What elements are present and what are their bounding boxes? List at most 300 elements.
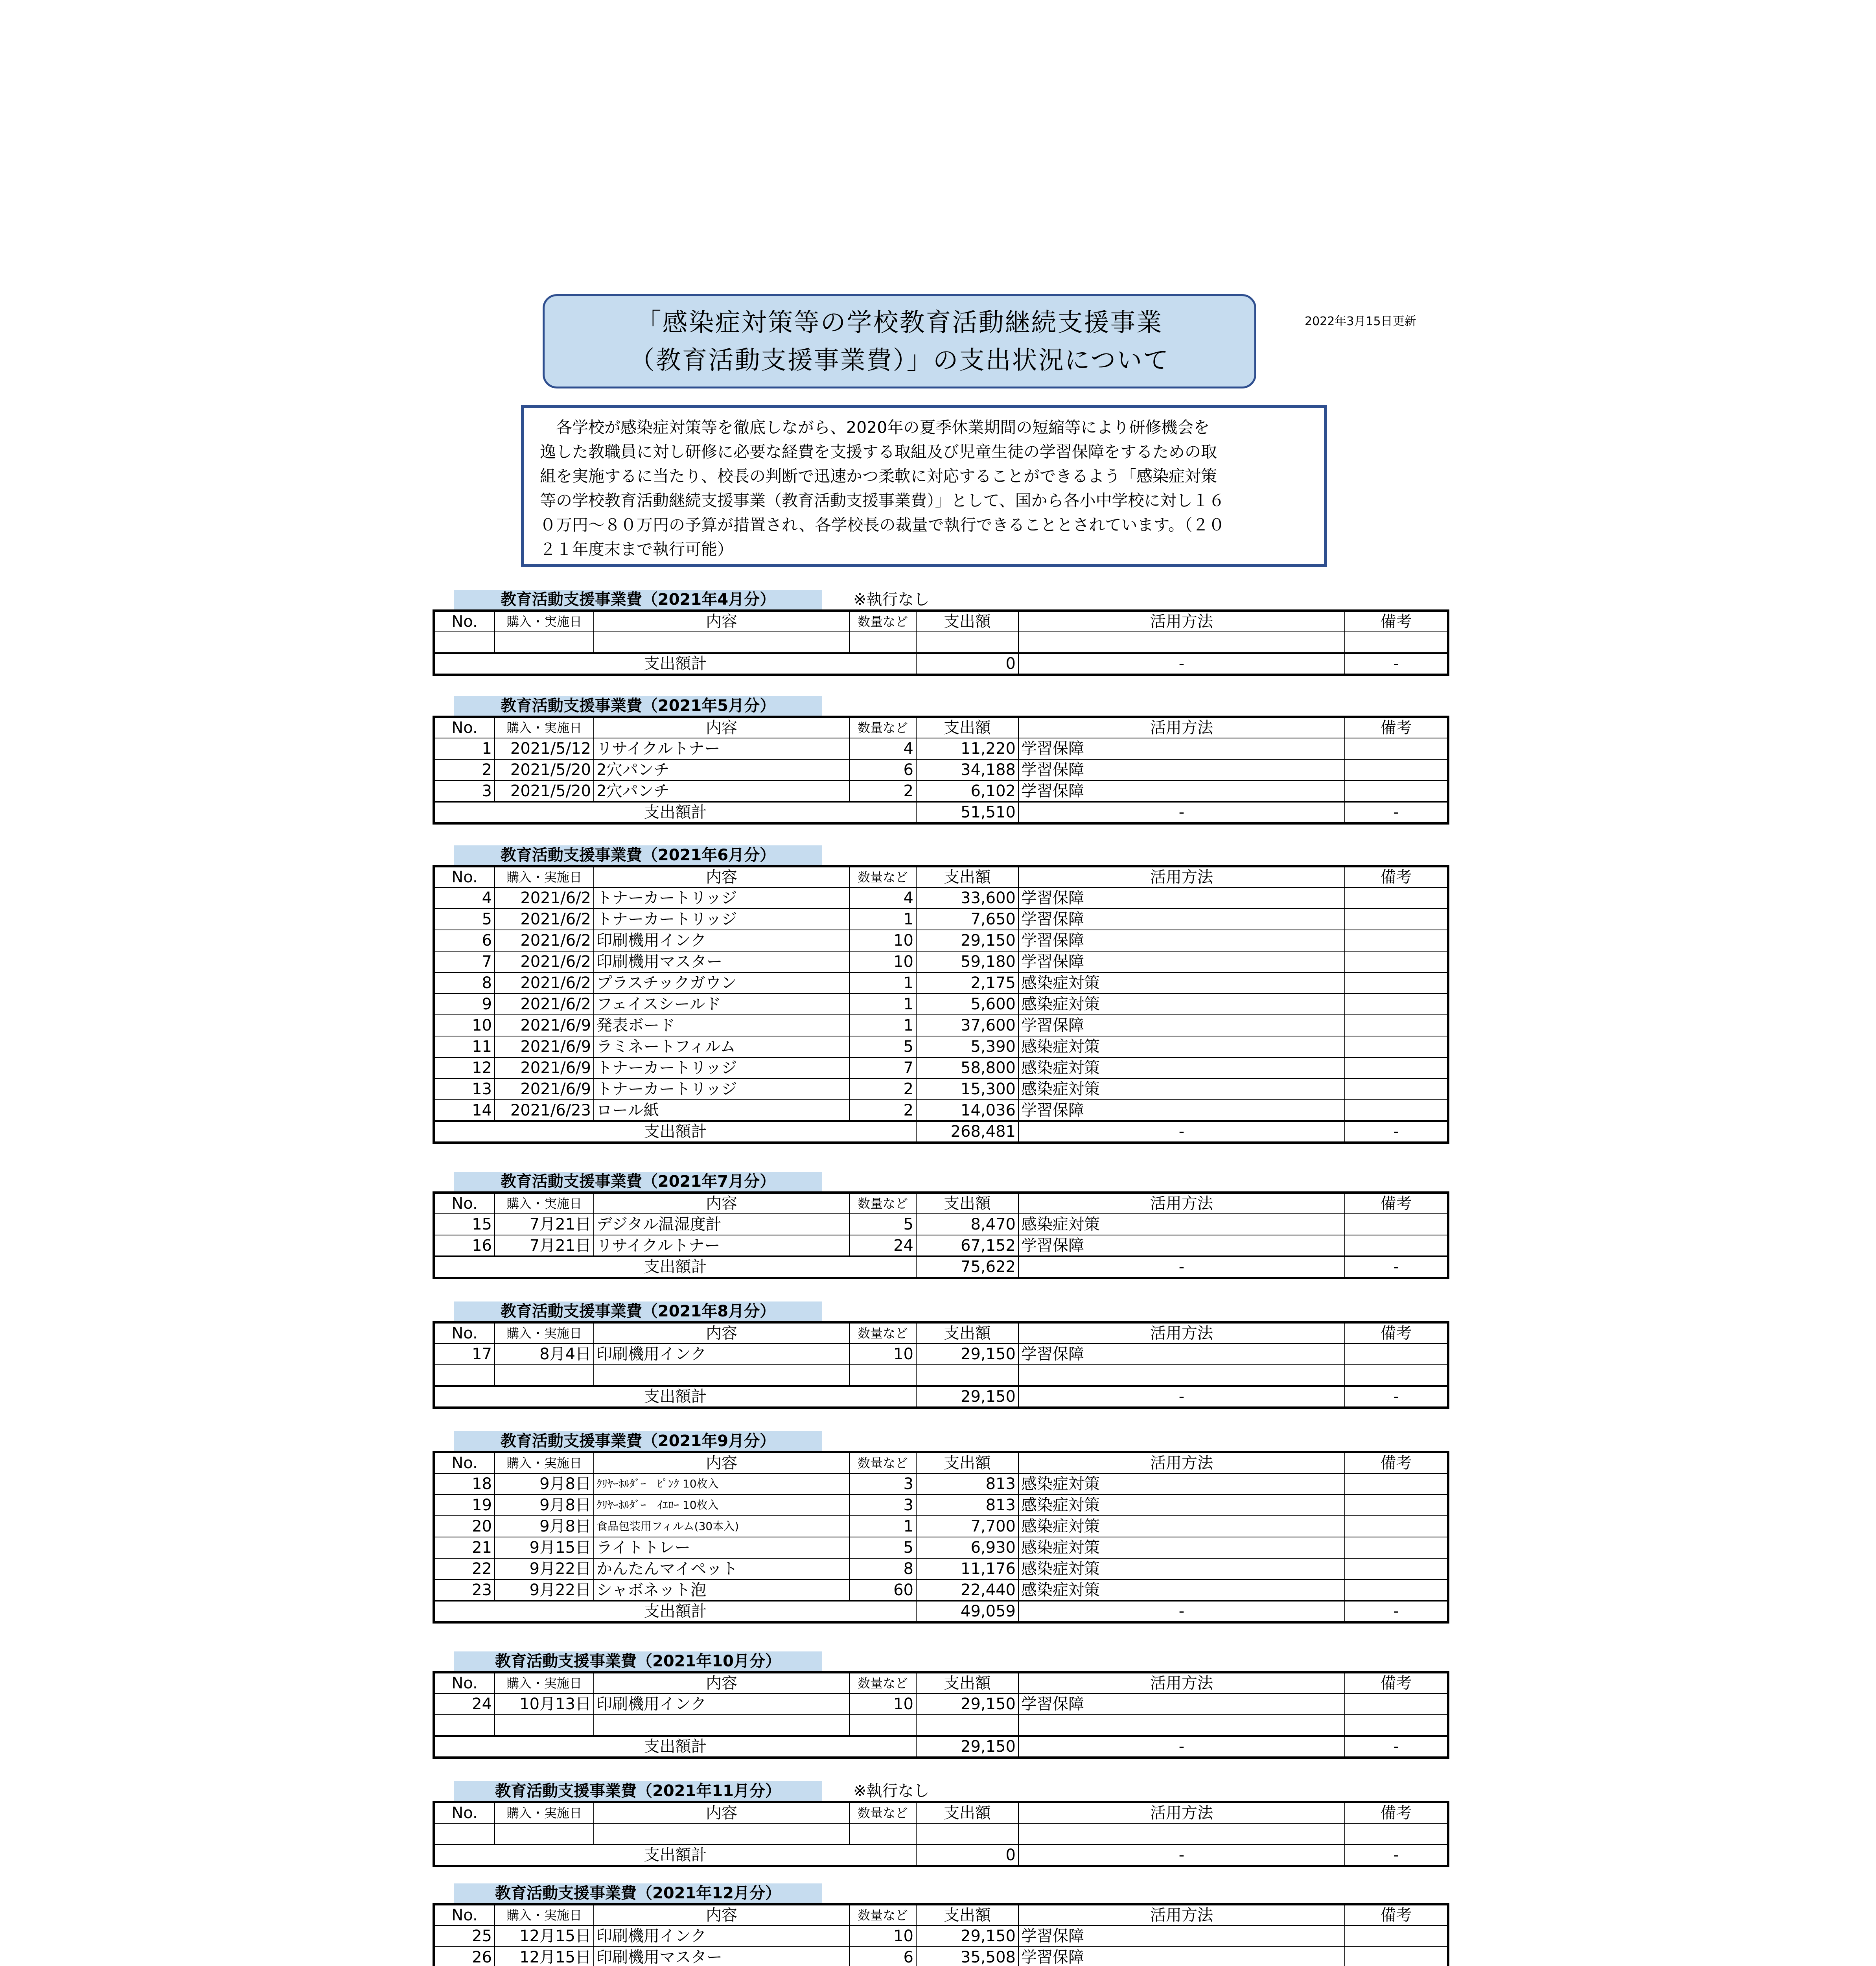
total-remarks-dash: - bbox=[1345, 1736, 1448, 1758]
cell-remarks bbox=[1345, 1947, 1448, 1966]
cell-method: 感染症対策 bbox=[1018, 994, 1345, 1015]
cell-qty bbox=[849, 1365, 916, 1386]
cell-method bbox=[1018, 1715, 1345, 1736]
table-row bbox=[434, 1079, 1448, 1100]
column-header-no: No. bbox=[434, 1904, 495, 1926]
cell-amount: 8,470 bbox=[916, 1214, 1018, 1235]
cell-amount: 2,175 bbox=[916, 972, 1018, 994]
column-header-content: 内容 bbox=[594, 866, 849, 887]
section-title: 教育活動支援事業費（2021年4月分） bbox=[454, 590, 822, 609]
cell-content: ラミネートフィルム bbox=[594, 1036, 849, 1057]
cell-qty: 1 bbox=[849, 994, 916, 1015]
expense-section bbox=[433, 845, 1447, 1144]
cell-content: プラスチックガウン bbox=[594, 972, 849, 994]
total-amount: 0 bbox=[916, 653, 1018, 675]
cell-amount: 5,600 bbox=[916, 994, 1018, 1015]
update-date: 2022年3月15日更新 bbox=[1305, 315, 1416, 328]
cell-no: 6 bbox=[434, 930, 495, 951]
column-header-date: 購入・実施日 bbox=[495, 866, 594, 887]
total-method-dash: - bbox=[1018, 1121, 1345, 1143]
section-header bbox=[433, 590, 1447, 609]
cell-remarks bbox=[1345, 951, 1448, 972]
section-header bbox=[433, 1301, 1447, 1321]
total-row bbox=[434, 1736, 1448, 1758]
column-header-remarks: 備考 bbox=[1345, 1904, 1448, 1926]
cell-method: 感染症対策 bbox=[1018, 1579, 1345, 1601]
cell-method: 学習保障 bbox=[1018, 738, 1345, 759]
column-header-amount: 支出額 bbox=[916, 1193, 1018, 1214]
cell-content: 印刷機用インク bbox=[594, 1344, 849, 1365]
cell-amount: 14,036 bbox=[916, 1100, 1018, 1121]
cell-no: 18 bbox=[434, 1473, 495, 1495]
cell-method: 感染症対策 bbox=[1018, 1473, 1345, 1495]
column-header-content: 内容 bbox=[594, 717, 849, 738]
table-row bbox=[434, 1473, 1448, 1495]
cell-no: 7 bbox=[434, 951, 495, 972]
column-header-amount: 支出額 bbox=[916, 1322, 1018, 1344]
cell-no: 19 bbox=[434, 1495, 495, 1516]
intro-box bbox=[521, 405, 1327, 567]
expense-section bbox=[433, 1883, 1447, 1966]
cell-content: ロール紙 bbox=[594, 1100, 849, 1121]
table-row bbox=[434, 1926, 1448, 1947]
cell-date: 9月8日 bbox=[495, 1516, 594, 1537]
title-box bbox=[543, 294, 1256, 388]
cell-date: 2021/6/2 bbox=[495, 951, 594, 972]
cell-qty: 1 bbox=[849, 972, 916, 994]
cell-qty: 1 bbox=[849, 1516, 916, 1537]
table-cell bbox=[434, 632, 495, 653]
column-header-remarks: 備考 bbox=[1345, 866, 1448, 887]
cell-amount: 59,180 bbox=[916, 951, 1018, 972]
column-header-qty: 数量など bbox=[849, 611, 916, 632]
cell-method: 感染症対策 bbox=[1018, 1079, 1345, 1100]
expense-table bbox=[433, 1191, 1449, 1279]
cell-date: 12月15日 bbox=[495, 1947, 594, 1966]
cell-no: 4 bbox=[434, 887, 495, 909]
column-header-method: 活用方法 bbox=[1018, 1322, 1345, 1344]
total-amount: 49,059 bbox=[916, 1601, 1018, 1622]
cell-date: 2021/6/9 bbox=[495, 1079, 594, 1100]
table-row bbox=[434, 1495, 1448, 1516]
table-row bbox=[434, 994, 1448, 1015]
cell-content bbox=[594, 1365, 849, 1386]
table-row bbox=[434, 1036, 1448, 1057]
table-row bbox=[434, 951, 1448, 972]
cell-remarks bbox=[1345, 1495, 1448, 1516]
cell-qty: 24 bbox=[849, 1235, 916, 1256]
cell-method: 学習保障 bbox=[1018, 1694, 1345, 1715]
column-header-no: No. bbox=[434, 1322, 495, 1344]
cell-content: デジタル温湿度計 bbox=[594, 1214, 849, 1235]
cell-content: ｸﾘﾔｰﾎﾙﾀﾞｰ ｲｴﾛｰ 10枚入 bbox=[594, 1495, 849, 1516]
total-remarks-dash: - bbox=[1345, 1386, 1448, 1408]
table-row bbox=[434, 1694, 1448, 1715]
cell-content: 発表ボード bbox=[594, 1015, 849, 1036]
cell-no: 8 bbox=[434, 972, 495, 994]
column-header-remarks: 備考 bbox=[1345, 1322, 1448, 1344]
column-header-method: 活用方法 bbox=[1018, 1193, 1345, 1214]
cell-qty: 10 bbox=[849, 930, 916, 951]
cell-content: トナーカートリッジ bbox=[594, 1079, 849, 1100]
cell-content: シャボネット泡 bbox=[594, 1579, 849, 1601]
table-header-row bbox=[434, 1802, 1448, 1823]
cell-content: 印刷機用マスター bbox=[594, 1947, 849, 1966]
cell-amount: 67,152 bbox=[916, 1235, 1018, 1256]
cell-remarks bbox=[1345, 1694, 1448, 1715]
cell-qty: 6 bbox=[849, 759, 916, 781]
column-header-content: 内容 bbox=[594, 1904, 849, 1926]
cell-amount bbox=[916, 1715, 1018, 1736]
cell-no: 17 bbox=[434, 1344, 495, 1365]
section-title: 教育活動支援事業費（2021年10月分） bbox=[454, 1651, 822, 1671]
cell-content: リサイクルトナー bbox=[594, 738, 849, 759]
cell-qty: 60 bbox=[849, 1579, 916, 1601]
column-header-qty: 数量など bbox=[849, 717, 916, 738]
cell-amount: 29,150 bbox=[916, 1926, 1018, 1947]
column-header-amount: 支出額 bbox=[916, 866, 1018, 887]
cell-remarks bbox=[1345, 1537, 1448, 1558]
total-method-dash: - bbox=[1018, 1845, 1345, 1866]
cell-remarks bbox=[1345, 1214, 1448, 1235]
column-header-qty: 数量など bbox=[849, 1904, 916, 1926]
total-method-dash: - bbox=[1018, 1736, 1345, 1758]
table-row bbox=[434, 1344, 1448, 1365]
cell-no: 9 bbox=[434, 994, 495, 1015]
cell-content: かんたんマイペット bbox=[594, 1558, 849, 1579]
cell-no: 10 bbox=[434, 1015, 495, 1036]
cell-no: 13 bbox=[434, 1079, 495, 1100]
cell-method: 感染症対策 bbox=[1018, 1495, 1345, 1516]
cell-date: 2021/6/2 bbox=[495, 994, 594, 1015]
column-header-remarks: 備考 bbox=[1345, 611, 1448, 632]
total-label: 支出額計 bbox=[434, 1121, 916, 1143]
column-header-amount: 支出額 bbox=[916, 1802, 1018, 1823]
table-row bbox=[434, 1365, 1448, 1386]
total-row bbox=[434, 1386, 1448, 1408]
total-label: 支出額計 bbox=[434, 802, 916, 823]
cell-amount: 6,102 bbox=[916, 781, 1018, 802]
cell-remarks bbox=[1345, 1036, 1448, 1057]
cell-content: トナーカートリッジ bbox=[594, 887, 849, 909]
cell-method: 学習保障 bbox=[1018, 1100, 1345, 1121]
cell-method: 学習保障 bbox=[1018, 1015, 1345, 1036]
cell-date bbox=[495, 1365, 594, 1386]
column-header-no: No. bbox=[434, 1452, 495, 1473]
total-amount: 268,481 bbox=[916, 1121, 1018, 1143]
table-header-row bbox=[434, 1193, 1448, 1214]
table-row bbox=[434, 1579, 1448, 1601]
cell-date: 2021/6/9 bbox=[495, 1015, 594, 1036]
table-cell bbox=[849, 1823, 916, 1845]
intro-line: ２１年度末まで執行可能） bbox=[540, 540, 733, 559]
section-note: ※執行なし bbox=[853, 1782, 930, 1800]
cell-remarks bbox=[1345, 994, 1448, 1015]
total-amount: 51,510 bbox=[916, 802, 1018, 823]
total-method-dash: - bbox=[1018, 1386, 1345, 1408]
section-title: 教育活動支援事業費（2021年5月分） bbox=[454, 696, 822, 716]
expense-section bbox=[433, 590, 1447, 676]
cell-no: 11 bbox=[434, 1036, 495, 1057]
column-header-date: 購入・実施日 bbox=[495, 611, 594, 632]
table-row-empty bbox=[434, 632, 1448, 653]
cell-amount: 15,300 bbox=[916, 1079, 1018, 1100]
cell-qty: 10 bbox=[849, 1344, 916, 1365]
table-row bbox=[434, 1537, 1448, 1558]
cell-no: 5 bbox=[434, 909, 495, 930]
column-header-method: 活用方法 bbox=[1018, 1904, 1345, 1926]
table-row bbox=[434, 1100, 1448, 1121]
cell-method: 学習保障 bbox=[1018, 1235, 1345, 1256]
cell-remarks bbox=[1345, 930, 1448, 951]
table-cell bbox=[1018, 632, 1345, 653]
table-row bbox=[434, 781, 1448, 802]
column-header-date: 購入・実施日 bbox=[495, 1193, 594, 1214]
column-header-amount: 支出額 bbox=[916, 611, 1018, 632]
cell-remarks bbox=[1345, 738, 1448, 759]
cell-no: 12 bbox=[434, 1057, 495, 1079]
column-header-no: No. bbox=[434, 1802, 495, 1823]
cell-method: 感染症対策 bbox=[1018, 1214, 1345, 1235]
cell-remarks bbox=[1345, 1715, 1448, 1736]
cell-amount: 813 bbox=[916, 1495, 1018, 1516]
cell-qty: 5 bbox=[849, 1537, 916, 1558]
cell-amount: 7,700 bbox=[916, 1516, 1018, 1537]
column-header-date: 購入・実施日 bbox=[495, 1322, 594, 1344]
table-header-row bbox=[434, 1452, 1448, 1473]
cell-method: 感染症対策 bbox=[1018, 1057, 1345, 1079]
expense-table bbox=[433, 609, 1449, 676]
total-method-dash: - bbox=[1018, 1256, 1345, 1278]
cell-amount: 11,220 bbox=[916, 738, 1018, 759]
total-amount: 75,622 bbox=[916, 1256, 1018, 1278]
intro-line: 逸した教職員に対し研修に必要な経費を支援する取組及び児童生徒の学習保障をするための取 bbox=[540, 442, 1217, 461]
cell-date: 2021/6/2 bbox=[495, 930, 594, 951]
column-header-no: No. bbox=[434, 611, 495, 632]
cell-date: 2021/6/2 bbox=[495, 972, 594, 994]
cell-method: 感染症対策 bbox=[1018, 1537, 1345, 1558]
column-header-qty: 数量など bbox=[849, 1802, 916, 1823]
table-header-row bbox=[434, 611, 1448, 632]
total-row bbox=[434, 1845, 1448, 1866]
cell-content: 2穴パンチ bbox=[594, 759, 849, 781]
cell-remarks bbox=[1345, 909, 1448, 930]
cell-qty: 6 bbox=[849, 1947, 916, 1966]
total-remarks-dash: - bbox=[1345, 802, 1448, 823]
cell-content: トナーカートリッジ bbox=[594, 909, 849, 930]
table-cell bbox=[434, 1823, 495, 1845]
section-header bbox=[433, 845, 1447, 865]
cell-method: 感染症対策 bbox=[1018, 1558, 1345, 1579]
column-header-remarks: 備考 bbox=[1345, 717, 1448, 738]
cell-date: 9月22日 bbox=[495, 1558, 594, 1579]
table-cell bbox=[849, 632, 916, 653]
cell-content: 食品包装用フィルム(30本入) bbox=[594, 1516, 849, 1537]
cell-qty: 8 bbox=[849, 1558, 916, 1579]
section-header bbox=[433, 1651, 1447, 1671]
section-note: ※執行なし bbox=[853, 591, 930, 609]
column-header-remarks: 備考 bbox=[1345, 1452, 1448, 1473]
column-header-content: 内容 bbox=[594, 1452, 849, 1473]
cell-qty: 5 bbox=[849, 1214, 916, 1235]
cell-no: 23 bbox=[434, 1579, 495, 1601]
section-title: 教育活動支援事業費（2021年6月分） bbox=[454, 845, 822, 865]
page-title-line-1: 「感染症対策等の学校教育活動継続支援事業 bbox=[636, 308, 1163, 337]
table-row bbox=[434, 1057, 1448, 1079]
total-label: 支出額計 bbox=[434, 1845, 916, 1866]
cell-method: 感染症対策 bbox=[1018, 1516, 1345, 1537]
table-row bbox=[434, 909, 1448, 930]
cell-date: 10月13日 bbox=[495, 1694, 594, 1715]
cell-no: 20 bbox=[434, 1516, 495, 1537]
cell-method: 学習保障 bbox=[1018, 759, 1345, 781]
section-title: 教育活動支援事業費（2021年11月分） bbox=[454, 1781, 822, 1801]
cell-amount: 33,600 bbox=[916, 887, 1018, 909]
cell-date: 2021/6/9 bbox=[495, 1057, 594, 1079]
cell-remarks bbox=[1345, 1100, 1448, 1121]
cell-method: 学習保障 bbox=[1018, 1344, 1345, 1365]
table-header-row bbox=[434, 1904, 1448, 1926]
column-header-qty: 数量など bbox=[849, 866, 916, 887]
cell-amount: 813 bbox=[916, 1473, 1018, 1495]
intro-line: ０万円～８０万円の予算が措置され、各学校長の裁量で執行できることとされています。（２０ bbox=[540, 515, 1225, 534]
cell-qty bbox=[849, 1715, 916, 1736]
table-row bbox=[434, 1015, 1448, 1036]
cell-date: 8月4日 bbox=[495, 1344, 594, 1365]
cell-qty: 4 bbox=[849, 738, 916, 759]
column-header-method: 活用方法 bbox=[1018, 611, 1345, 632]
cell-qty: 2 bbox=[849, 1100, 916, 1121]
column-header-date: 購入・実施日 bbox=[495, 1672, 594, 1694]
cell-date: 7月21日 bbox=[495, 1235, 594, 1256]
table-cell bbox=[495, 632, 594, 653]
column-header-content: 内容 bbox=[594, 611, 849, 632]
column-header-amount: 支出額 bbox=[916, 717, 1018, 738]
cell-date: 9月22日 bbox=[495, 1579, 594, 1601]
cell-content: 印刷機用インク bbox=[594, 1926, 849, 1947]
cell-method bbox=[1018, 1365, 1345, 1386]
cell-qty: 3 bbox=[849, 1495, 916, 1516]
cell-no: 21 bbox=[434, 1537, 495, 1558]
column-header-method: 活用方法 bbox=[1018, 866, 1345, 887]
total-label: 支出額計 bbox=[434, 1256, 916, 1278]
total-remarks-dash: - bbox=[1345, 1601, 1448, 1622]
cell-remarks bbox=[1345, 1079, 1448, 1100]
cell-no: 24 bbox=[434, 1694, 495, 1715]
cell-amount: 7,650 bbox=[916, 909, 1018, 930]
cell-date: 12月15日 bbox=[495, 1926, 594, 1947]
cell-amount: 29,150 bbox=[916, 930, 1018, 951]
cell-no bbox=[434, 1715, 495, 1736]
cell-amount: 22,440 bbox=[916, 1579, 1018, 1601]
expense-table bbox=[433, 1801, 1449, 1867]
section-header bbox=[433, 1781, 1447, 1801]
cell-content bbox=[594, 1715, 849, 1736]
cell-no: 26 bbox=[434, 1947, 495, 1966]
cell-amount: 5,390 bbox=[916, 1036, 1018, 1057]
total-remarks-dash: - bbox=[1345, 1256, 1448, 1278]
total-method-dash: - bbox=[1018, 1601, 1345, 1622]
table-header-row bbox=[434, 1322, 1448, 1344]
cell-remarks bbox=[1345, 887, 1448, 909]
expense-section bbox=[433, 1301, 1447, 1409]
column-header-no: No. bbox=[434, 1672, 495, 1694]
expense-table bbox=[433, 716, 1449, 825]
cell-no: 15 bbox=[434, 1214, 495, 1235]
table-header-row bbox=[434, 1672, 1448, 1694]
cell-remarks bbox=[1345, 1516, 1448, 1537]
total-label: 支出額計 bbox=[434, 1736, 916, 1758]
table-cell bbox=[594, 632, 849, 653]
total-amount: 0 bbox=[916, 1845, 1018, 1866]
cell-remarks bbox=[1345, 1365, 1448, 1386]
cell-date: 2021/6/2 bbox=[495, 909, 594, 930]
column-header-remarks: 備考 bbox=[1345, 1672, 1448, 1694]
cell-content: 2穴パンチ bbox=[594, 781, 849, 802]
cell-amount: 29,150 bbox=[916, 1694, 1018, 1715]
table-cell bbox=[1345, 632, 1448, 653]
cell-amount bbox=[916, 1365, 1018, 1386]
cell-amount: 29,150 bbox=[916, 1344, 1018, 1365]
table-row bbox=[434, 1558, 1448, 1579]
column-header-content: 内容 bbox=[594, 1193, 849, 1214]
expense-table bbox=[433, 1671, 1449, 1759]
column-header-qty: 数量など bbox=[849, 1322, 916, 1344]
cell-amount: 37,600 bbox=[916, 1015, 1018, 1036]
cell-method: 学習保障 bbox=[1018, 781, 1345, 802]
cell-qty: 5 bbox=[849, 1036, 916, 1057]
cell-remarks bbox=[1345, 781, 1448, 802]
column-header-remarks: 備考 bbox=[1345, 1193, 1448, 1214]
cell-amount: 34,188 bbox=[916, 759, 1018, 781]
cell-method: 学習保障 bbox=[1018, 887, 1345, 909]
expense-table bbox=[433, 1321, 1449, 1409]
column-header-content: 内容 bbox=[594, 1802, 849, 1823]
cell-date: 9月8日 bbox=[495, 1473, 594, 1495]
table-row bbox=[434, 1947, 1448, 1966]
intro-line: 組を実施するに当たり、校長の判断で迅速かつ柔軟に対応することができるよう「感染症対策 bbox=[540, 467, 1217, 486]
column-header-method: 活用方法 bbox=[1018, 717, 1345, 738]
total-label: 支出額計 bbox=[434, 1386, 916, 1408]
section-header bbox=[433, 1431, 1447, 1451]
expense-table bbox=[433, 1903, 1449, 1966]
total-label: 支出額計 bbox=[434, 653, 916, 675]
total-row bbox=[434, 1601, 1448, 1622]
cell-date: 2021/6/9 bbox=[495, 1036, 594, 1057]
expense-section bbox=[433, 1431, 1447, 1624]
cell-qty: 3 bbox=[849, 1473, 916, 1495]
column-header-qty: 数量など bbox=[849, 1452, 916, 1473]
expense-section bbox=[433, 1651, 1447, 1759]
cell-content: 印刷機用インク bbox=[594, 930, 849, 951]
cell-method: 感染症対策 bbox=[1018, 1036, 1345, 1057]
cell-no: 3 bbox=[434, 781, 495, 802]
cell-amount: 35,508 bbox=[916, 1947, 1018, 1966]
cell-qty: 7 bbox=[849, 1057, 916, 1079]
total-label: 支出額計 bbox=[434, 1601, 916, 1622]
total-amount: 29,150 bbox=[916, 1386, 1018, 1408]
cell-qty: 1 bbox=[849, 909, 916, 930]
intro-line: 等の学校教育活動継続支援事業（教育活動支援事業費）」として、国から各小中学校に対し１６ bbox=[540, 491, 1225, 510]
cell-content: 印刷機用マスター bbox=[594, 951, 849, 972]
cell-amount: 58,800 bbox=[916, 1057, 1018, 1079]
cell-remarks bbox=[1345, 1344, 1448, 1365]
cell-qty: 2 bbox=[849, 1079, 916, 1100]
column-header-method: 活用方法 bbox=[1018, 1452, 1345, 1473]
cell-amount: 6,930 bbox=[916, 1537, 1018, 1558]
column-header-date: 購入・実施日 bbox=[495, 1904, 594, 1926]
table-row bbox=[434, 1235, 1448, 1256]
